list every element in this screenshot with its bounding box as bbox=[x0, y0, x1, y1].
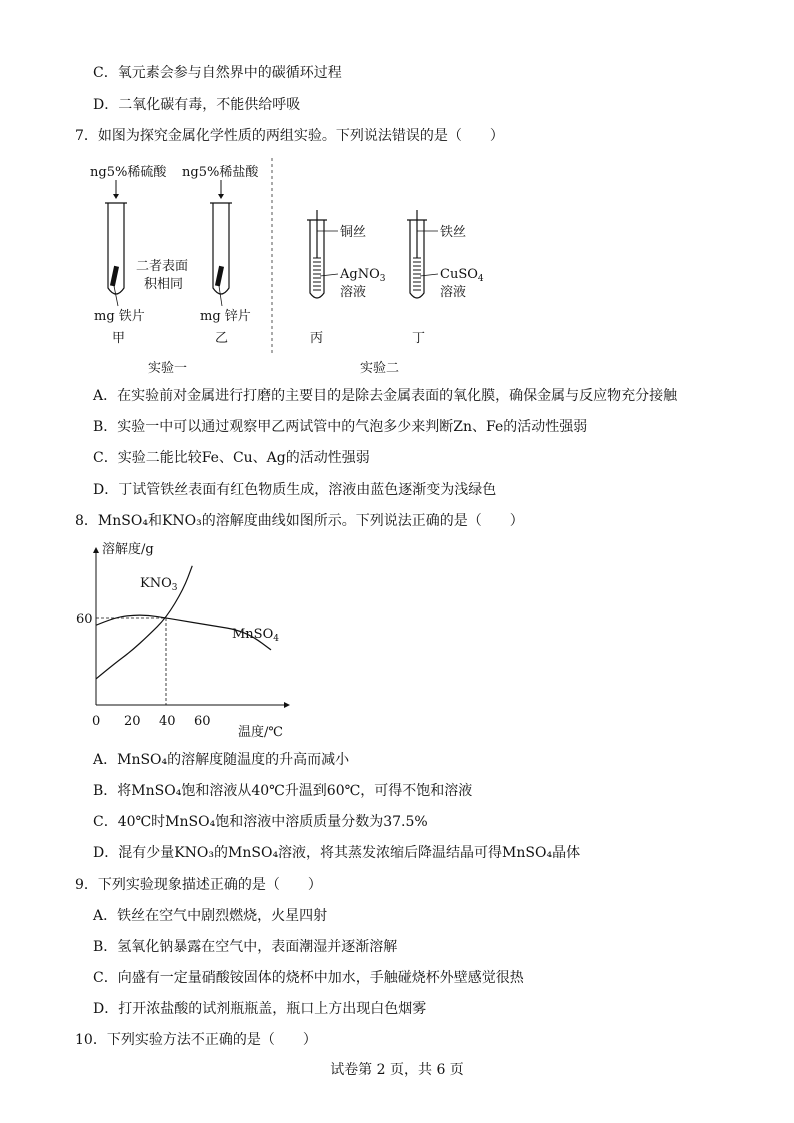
zinc-strip bbox=[215, 266, 224, 287]
iron-strip bbox=[110, 266, 119, 287]
experiment-figure bbox=[80, 158, 500, 378]
q7-option-d: D．丁试管铁丝表面有红色物质生成，溶液由蓝色逐渐变为浅绿色 bbox=[93, 482, 497, 498]
y-tick-label: 60 bbox=[76, 612, 93, 627]
x-tick-label: 40 bbox=[159, 714, 176, 729]
q9-option-b: B．氢氧化钠暴露在空气中，表面潮湿并逐渐溶解 bbox=[93, 939, 398, 955]
solubility-chart bbox=[72, 535, 312, 740]
solution-word-2: 溶液 bbox=[440, 285, 467, 300]
acid-label-1: ng5%稀硫酸 bbox=[90, 165, 167, 180]
q8-stem: 8．MnSO₄和KNO₃的溶解度曲线如图所示。下列说法正确的是（ ） bbox=[75, 513, 524, 529]
tube-label-ding: 丁 bbox=[412, 331, 426, 346]
q6-option-d: D．二氧化碳有毒，不能供给呼吸 bbox=[93, 97, 301, 113]
x-axis-arrow bbox=[284, 702, 290, 708]
q10-stem: 10．下列实验方法不正确的是（ ） bbox=[75, 1032, 317, 1048]
q7-stem: 7．如图为探究金属化学性质的两组实验。下列说法错误的是（ ） bbox=[75, 128, 504, 144]
q8-option-d: D．混有少量KNO₃的MnSO₄溶液，将其蒸发浓缩后降温结晶可得MnSO₄晶体 bbox=[93, 845, 581, 861]
copper-coil bbox=[313, 258, 321, 290]
solution-agno3: AgNO$_3$ bbox=[340, 267, 386, 284]
metal-label-1: mg 铁片 bbox=[94, 309, 145, 324]
x-tick-label: 0 bbox=[92, 714, 101, 729]
wire-label-fe: 铁丝 bbox=[440, 225, 467, 240]
solution-word-1: 溶液 bbox=[340, 285, 367, 300]
q8-option-b: B．将MnSO₄饱和溶液从40℃升温到60℃，可得不饱和溶液 bbox=[93, 783, 473, 799]
series-label-mnso4: MnSO$_4$ bbox=[232, 627, 279, 644]
solution-cuso4: CuSO$_4$ bbox=[440, 267, 484, 284]
q8-option-a: A．MnSO₄的溶解度随温度的升高而减小 bbox=[93, 752, 350, 768]
note-line-2: 积相同 bbox=[144, 277, 184, 292]
x-axis-label: 温度/℃ bbox=[238, 725, 283, 740]
tube-label-yi: 乙 bbox=[215, 331, 229, 346]
q9-option-c: C．向盛有一定量硝酸铵固体的烧杯中加水，手触碰烧杯外壁感觉很热 bbox=[93, 970, 524, 986]
page-footer: 试卷第 2 页，共 6 页 bbox=[330, 1062, 464, 1078]
experiment-2-label: 实验二 bbox=[360, 361, 400, 376]
q7-option-a: A．在实验前对金属进行打磨的主要目的是除去金属表面的氧化膜，确保金属与反应物充分接触 bbox=[93, 388, 678, 404]
y-axis-arrow bbox=[93, 547, 99, 553]
q9-option-d: D．打开浓盐酸的试剂瓶瓶盖，瓶口上方出现白色烟雾 bbox=[93, 1001, 427, 1017]
q9-option-a: A．铁丝在空气中剧烈燃烧，火星四射 bbox=[93, 908, 328, 924]
iron-coil bbox=[413, 258, 421, 290]
q8-option-c: C．40℃时MnSO₄饱和溶液中溶质质量分数为37.5% bbox=[93, 814, 428, 830]
metal-label-2: mg 锌片 bbox=[200, 309, 251, 324]
x-tick-label: 60 bbox=[194, 714, 211, 729]
arrowhead-1 bbox=[113, 194, 119, 199]
acid-label-2: ng5%稀盐酸 bbox=[182, 165, 259, 180]
x-tick-label: 20 bbox=[124, 714, 141, 729]
arrowhead-2 bbox=[218, 194, 224, 199]
note-line-1: 二者表面 bbox=[136, 259, 189, 274]
tube-label-bing: 丙 bbox=[310, 331, 324, 346]
series-label-kno3: $KNO_3$ bbox=[140, 576, 178, 593]
experiment-1-label: 实验一 bbox=[148, 361, 188, 376]
tube-label-jia: 甲 bbox=[112, 331, 126, 346]
q7-option-b: B．实验一中可以通过观察甲乙两试管中的气泡多少来判断Zn、Fe的活动性强弱 bbox=[93, 419, 588, 435]
y-axis-label: 溶解度/g bbox=[102, 542, 154, 557]
q6-option-c: C．氧元素会参与自然界中的碳循环过程 bbox=[93, 65, 342, 81]
q7-option-c: C．实验二能比较Fe、Cu、Ag的活动性强弱 bbox=[93, 450, 370, 466]
q9-stem: 9．下列实验现象描述正确的是（ ） bbox=[75, 877, 322, 893]
wire-label-cu: 铜丝 bbox=[340, 225, 367, 240]
